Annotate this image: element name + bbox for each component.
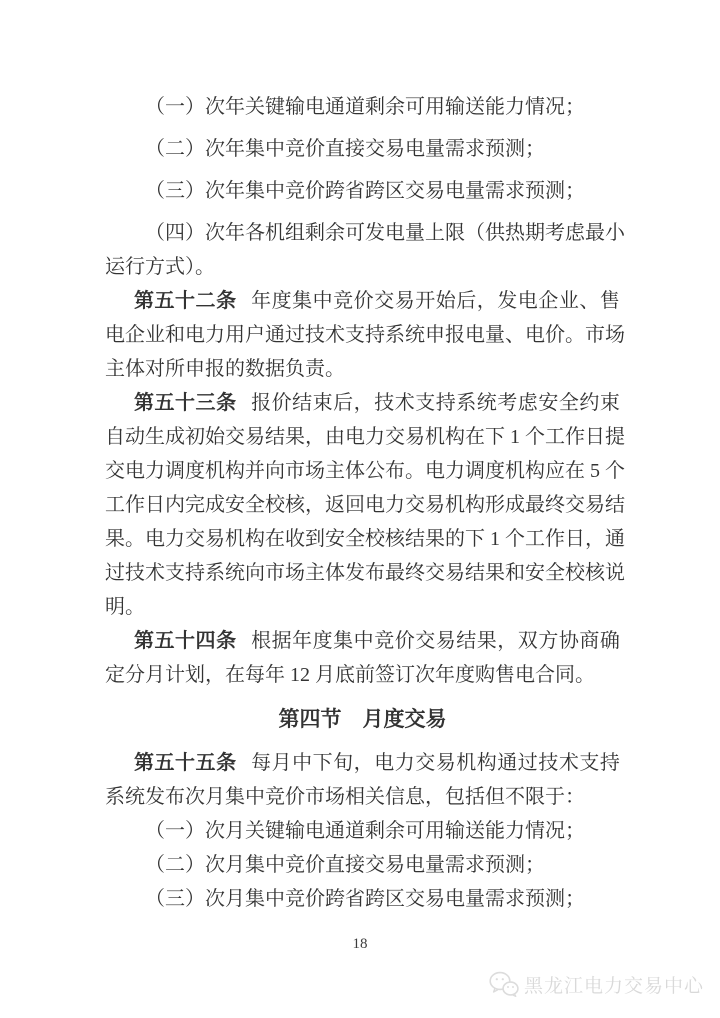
text-line: 第 五 十 四 条 根 据 年 度 集 中 竞 价 交 易 结 果 ， 双 方 协 商 确: [134, 630, 620, 652]
text-line: 系统发布次月集中竞价市场相关信息，包括但不限于：: [105, 786, 585, 808]
text-line: （一）次年关键输电通道剩余可用输送能力情况；: [145, 96, 585, 118]
text-line: 主体对所申报的数据负责。: [105, 358, 345, 380]
text-line: 过 技 术 支 持 系 统 向 市 场 主 体 发 布 最 终 交 易 结 果 和 安 全 校 核 说: [105, 562, 625, 584]
text-line: （ 四 ） 次 年 各 机 组 剩 余 可 发 电 量 上 限 （ 供 热 期 考 虑 最 小: [145, 222, 625, 244]
text-line: 自 动 生 成 初 始 交 易 结 果 ， 由 电 力 交 易 机 构 在 下 1 个 工 作 日 提: [105, 426, 625, 448]
text-line: 第 五 十 二 条 年 度 集 中 竞 价 交 易 开 始 后 ， 发 电 企 业 、 售: [134, 290, 620, 312]
text-line: 电 企 业 和 电 力 用 户 通 过 技 术 支 持 系 统 申 报 电 量 、 电 价 。 市 场: [105, 324, 625, 346]
text-line: （三）次年集中竞价跨省跨区交易电量需求预测；: [145, 180, 585, 202]
page-number: 18: [352, 936, 368, 952]
document-body: [105, 90, 625, 916]
wechat-logo-icon: [489, 971, 519, 998]
text-line: 第 五 十 三 条 报 价 结 束 后 ， 技 术 支 持 系 统 考 虑 安 全 约 束: [134, 392, 620, 414]
text-line: 运行方式）。: [105, 256, 215, 278]
text-line: 明。: [105, 596, 145, 618]
text-line: （二）次年集中竞价直接交易电量需求预测；: [145, 138, 545, 160]
text-line: 第 五 十 五 条 每 月 中 下 旬 ， 电 力 交 易 机 构 通 过 技 术 支 持: [134, 752, 620, 774]
text-line: 定分月计划，在每年 12 月底前签订次年度购售电合同。: [105, 664, 595, 686]
text-line: 交 电 力 调 度 机 构 并 向 市 场 主 体 公 布 。 电 力 调 度 机 构 应 在 5 个: [105, 460, 625, 482]
text-line: （一）次月关键输电通道剩余可用输送能力情况；: [145, 820, 585, 842]
watermark-text: 黑龙江电力交易中心: [523, 976, 704, 997]
text-line: （二）次月集中竞价直接交易电量需求预测；: [145, 854, 545, 876]
text-line: （三）次月集中竞价跨省跨区交易电量需求预测；: [145, 888, 585, 910]
text-line: 果 。 电 力 交 易 机 构 在 收 到 安 全 校 核 结 果 的 下 1 个 工 作 日 ， 通: [105, 528, 625, 550]
section-heading: 第四节 月度交易: [278, 707, 447, 731]
watermark: [489, 971, 704, 998]
text-line: 工 作 日 内 完 成 安 全 校 核 ， 返 回 电 力 交 易 机 构 形 成 最 终 交 易 结: [105, 494, 625, 516]
